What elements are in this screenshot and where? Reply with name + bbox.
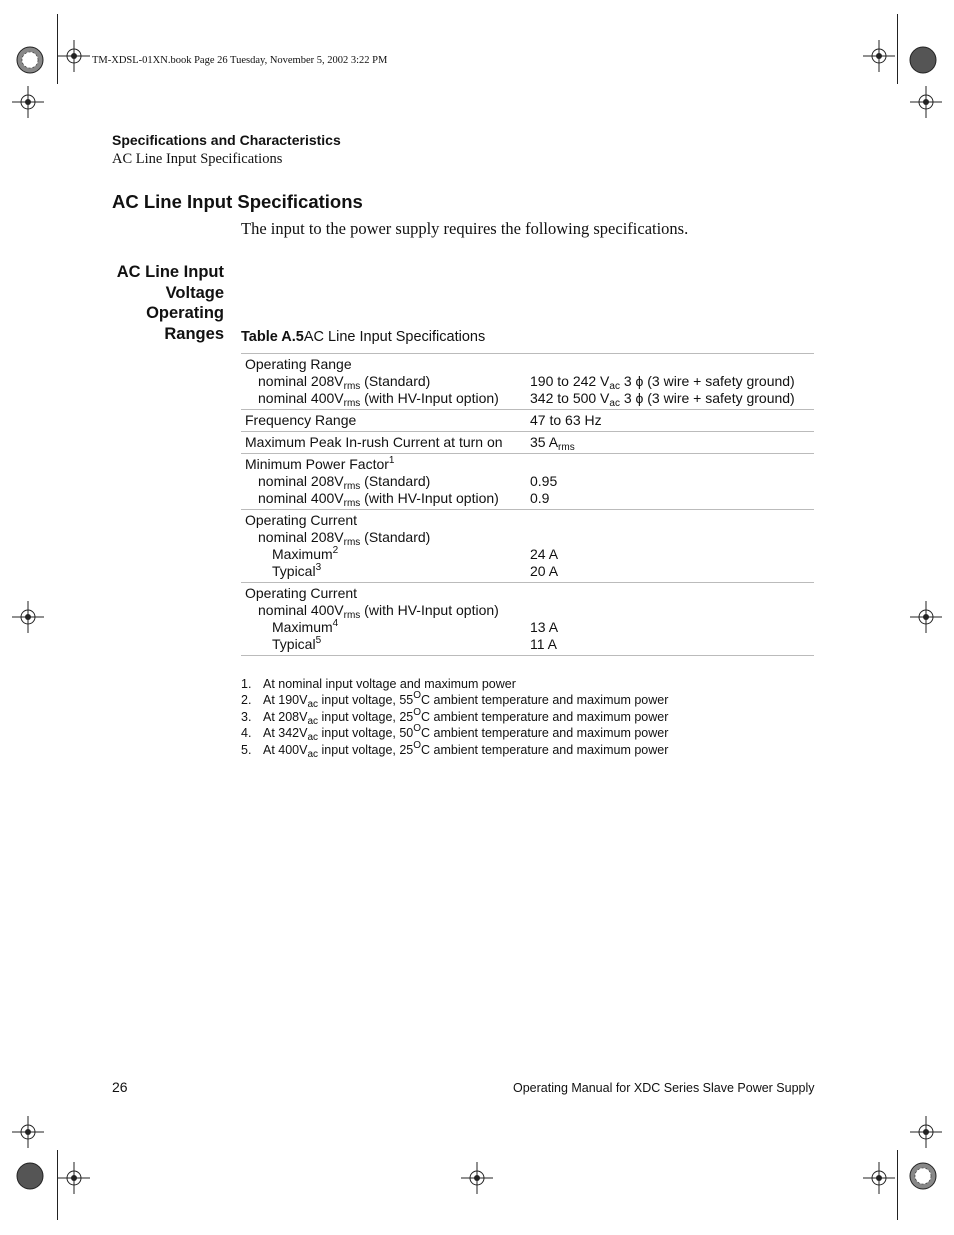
text: At 208V xyxy=(263,709,308,724)
footnote-number: 1. xyxy=(241,677,252,691)
table-cell xyxy=(526,510,814,583)
footnote xyxy=(241,690,669,711)
table-caption xyxy=(241,329,485,345)
row-label: Frequency Range xyxy=(245,412,357,428)
footnote xyxy=(241,706,669,727)
crosshair-mark-icon xyxy=(910,1116,942,1148)
row-sublabel xyxy=(245,563,522,580)
footnotes xyxy=(241,676,668,758)
text: Minimum Power Factor xyxy=(245,456,389,472)
table-row xyxy=(241,354,814,410)
footnote-number: 5. xyxy=(241,742,252,757)
table-cell xyxy=(526,454,814,510)
text: input voltage, 50 xyxy=(318,726,414,741)
crosshair-mark-icon xyxy=(863,40,895,72)
text: nominal 400V xyxy=(258,602,344,618)
text: C ambient temperature and maximum power xyxy=(421,742,669,757)
subscript: ac xyxy=(609,381,620,392)
side-heading-line: AC Line Input xyxy=(116,263,224,281)
table-cell xyxy=(526,354,814,410)
cell-value: 20 A xyxy=(530,563,559,579)
registration-mark-icon xyxy=(907,1160,939,1192)
table-row xyxy=(241,432,814,454)
subscript: rms xyxy=(558,442,575,453)
footnote xyxy=(241,723,669,744)
text: At 400V xyxy=(263,742,308,757)
text: 35 A xyxy=(530,434,559,450)
cell-value: 13 A xyxy=(530,619,559,635)
crosshair-mark-icon xyxy=(12,601,44,633)
row-sublabel xyxy=(245,602,522,619)
row-sublabel xyxy=(245,473,522,490)
row-label: Operating Current xyxy=(245,512,358,528)
row-sublabel xyxy=(245,490,522,507)
cell-value: 24 A xyxy=(530,546,559,562)
footnote xyxy=(241,739,669,760)
subscript: ac xyxy=(609,398,620,409)
text: input voltage, 25 xyxy=(318,709,414,724)
cell-value: 11 A xyxy=(530,636,557,652)
table-cell xyxy=(241,432,526,454)
table-cell xyxy=(526,432,814,454)
text: 3 ϕ (3 wire + safety ground) xyxy=(619,373,795,389)
crop-line xyxy=(897,1150,898,1220)
text: C ambient temperature and maximum power xyxy=(421,693,669,708)
text: At nominal input voltage and maximum power xyxy=(263,677,516,691)
text: nominal 208V xyxy=(258,473,344,489)
table-cell xyxy=(241,410,526,432)
table-cell xyxy=(241,454,526,510)
text: (Standard) xyxy=(360,529,431,545)
row-sublabel xyxy=(245,529,522,546)
subscript: rms xyxy=(343,381,361,392)
text: C ambient temperature and maximum power xyxy=(421,726,669,741)
side-heading-line: Voltage xyxy=(165,283,224,302)
footnote-ref: 1 xyxy=(388,455,395,466)
footnote-ref: 3 xyxy=(315,562,322,573)
table-row xyxy=(241,583,814,656)
side-heading-line: Ranges xyxy=(164,324,224,343)
footnote-ref: 2 xyxy=(332,545,339,556)
cell-value xyxy=(530,434,810,451)
footnote-number: 2. xyxy=(241,693,252,708)
cell-value: 0.95 xyxy=(530,473,558,489)
row-label: Maximum Peak In-rush Current at turn on xyxy=(245,434,503,450)
footnote-number: 3. xyxy=(241,709,252,724)
row-label xyxy=(245,456,522,473)
text: nominal 208V xyxy=(258,529,344,545)
row-sublabel xyxy=(245,546,522,563)
row-sublabel xyxy=(245,390,522,407)
subscript: rms xyxy=(343,398,361,409)
text: nominal 208V xyxy=(258,373,344,389)
crosshair-mark-icon xyxy=(910,86,942,118)
page-number: 26 xyxy=(112,1079,128,1095)
text: (with HV-Input option) xyxy=(360,390,499,406)
crosshair-mark-icon xyxy=(58,40,90,72)
text: Typical xyxy=(272,636,316,652)
row-sublabel xyxy=(245,636,522,653)
text: At 342V xyxy=(263,726,308,741)
intro-paragraph: The input to the power supply requires the following specifications. xyxy=(241,219,689,238)
side-heading-line: Operating xyxy=(146,304,224,322)
text: At 190V xyxy=(263,693,308,708)
crosshair-mark-icon xyxy=(863,1162,895,1194)
footnote-number: 4. xyxy=(241,726,252,741)
spec-table xyxy=(241,353,814,656)
text: input voltage, 55 xyxy=(318,693,414,708)
table-cell xyxy=(241,583,526,656)
table-cell xyxy=(241,354,526,410)
running-header-section: Specifications and Characteristics xyxy=(112,132,341,148)
subscript: rms xyxy=(343,610,361,621)
subscript: rms xyxy=(343,498,361,509)
text: (Standard) xyxy=(360,373,431,389)
degree-symbol: O xyxy=(413,706,422,718)
text: C ambient temperature and maximum power xyxy=(421,709,669,724)
text: 3 ϕ (3 wire + safety ground) xyxy=(619,390,795,406)
cell-value xyxy=(530,390,810,407)
cell-value: 47 to 63 Hz xyxy=(530,412,602,428)
subscript: ac xyxy=(307,748,319,760)
crosshair-mark-icon xyxy=(910,601,942,633)
book-info-line: TM-XDSL-01XN.book Page 26 Tuesday, November 5, 2002 3:22 PM xyxy=(92,55,388,66)
degree-symbol: O xyxy=(413,739,422,751)
row-sublabel xyxy=(245,619,522,636)
registration-mark-icon xyxy=(14,1160,46,1192)
crosshair-mark-icon xyxy=(58,1162,90,1194)
table-cell xyxy=(526,410,814,432)
degree-symbol: O xyxy=(413,690,422,702)
table-cell xyxy=(526,583,814,656)
degree-symbol: O xyxy=(413,723,422,735)
row-sublabel xyxy=(245,373,522,390)
subscript: ac xyxy=(307,732,319,744)
text: Maximum xyxy=(272,546,333,562)
footnote xyxy=(241,676,668,692)
table-caption-title: AC Line Input Specifications xyxy=(303,329,486,345)
text: (with HV-Input option) xyxy=(360,490,499,506)
text: 190 to 242 V xyxy=(530,373,610,389)
text: input voltage, 25 xyxy=(318,742,414,757)
table-row xyxy=(241,410,814,432)
text: (with HV-Input option) xyxy=(360,602,499,618)
footer-title: Operating Manual for XDC Series Slave Power Supply xyxy=(513,1081,815,1095)
text: Typical xyxy=(272,563,316,579)
subscript: ac xyxy=(307,699,319,711)
running-header-subsection: AC Line Input Specifications xyxy=(112,151,283,167)
subscript: rms xyxy=(343,481,361,492)
text: Maximum xyxy=(272,619,333,635)
table-row xyxy=(241,510,814,583)
side-heading xyxy=(100,262,224,344)
cell-value: 0.9 xyxy=(530,490,550,506)
text: 342 to 500 V xyxy=(530,390,610,406)
cell-value xyxy=(530,373,810,390)
crosshair-mark-icon xyxy=(12,86,44,118)
footnote-ref: 5 xyxy=(315,635,322,646)
crosshair-mark-icon xyxy=(461,1162,493,1194)
text: nominal 400V xyxy=(258,390,344,406)
footnote-ref: 4 xyxy=(332,618,339,629)
registration-mark-icon xyxy=(907,44,939,76)
subscript: ac xyxy=(307,715,319,727)
crosshair-mark-icon xyxy=(12,1116,44,1148)
text: nominal 400V xyxy=(258,490,344,506)
page-title: AC Line Input Specifications xyxy=(112,191,363,212)
subscript: rms xyxy=(343,537,361,548)
row-label: Operating Current xyxy=(245,585,358,601)
row-label: Operating Range xyxy=(245,356,352,372)
table-cell xyxy=(241,510,526,583)
registration-mark-icon xyxy=(14,44,46,76)
crop-line xyxy=(897,14,898,84)
table-caption-label: Table A.5 xyxy=(241,329,304,345)
table-row xyxy=(241,454,814,510)
text: (Standard) xyxy=(360,473,431,489)
